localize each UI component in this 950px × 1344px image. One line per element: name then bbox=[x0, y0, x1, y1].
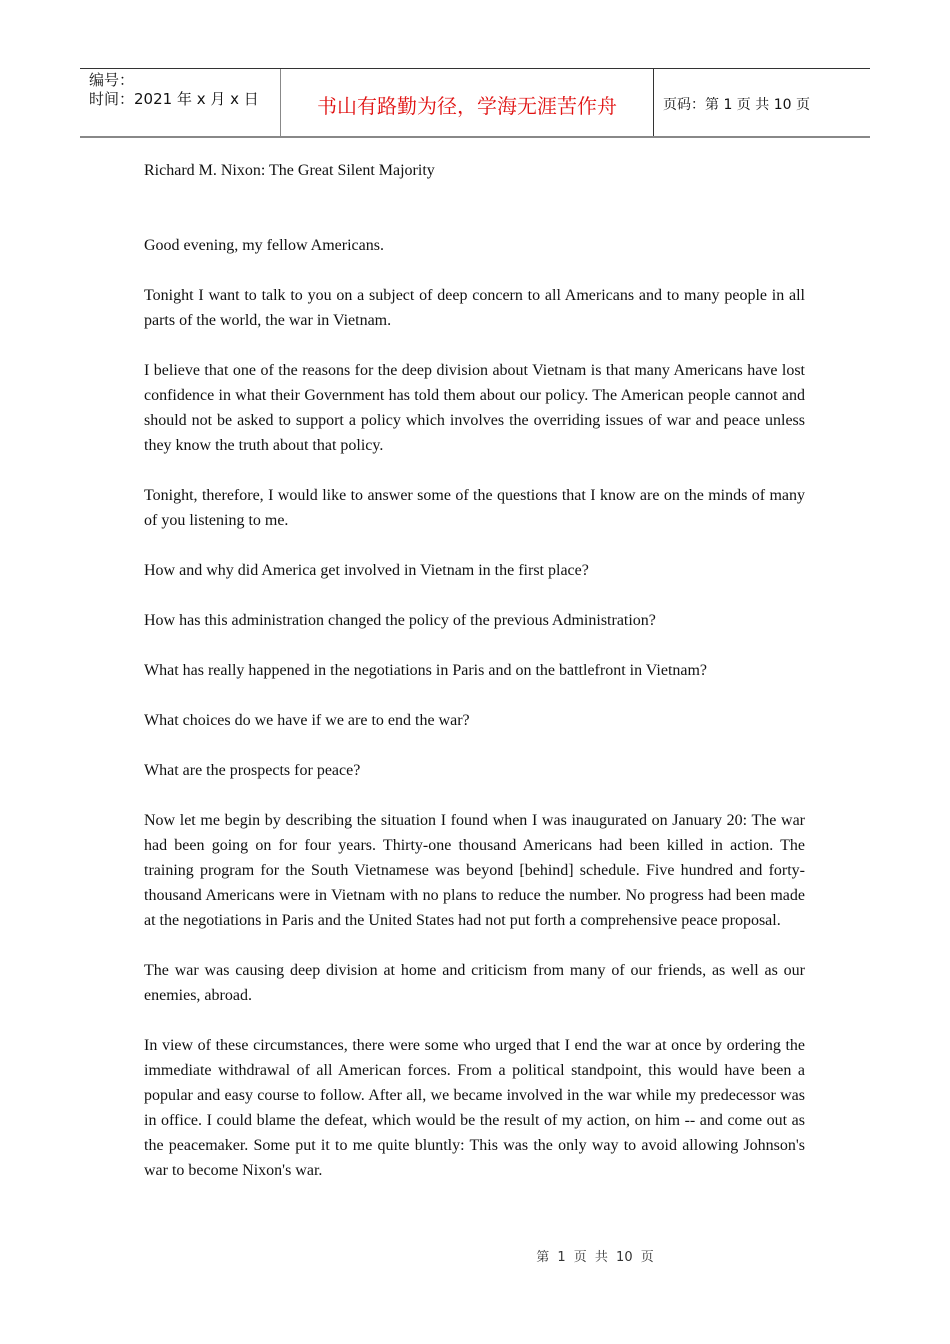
paragraph: In view of these circumstances, there were some who urged that I end the war at once by ordering the immediate withdrawal of all American forces. From a political standpoint, this would have been a popular and easy course to follow. After all, we became involved in the war while my predecessor was in office. I could blame the defeat, which would be the result of my action, on him -- and come out as the peacemaker. Some put it to me quite bluntly: This was the only way to avoid allowing Johnson's war to become Nixon's war. bbox=[144, 1037, 805, 1179]
paragraph: What choices do we have if we are to end the war? bbox=[144, 712, 470, 729]
paragraph: What has really happened in the negotiations in Paris and on the battlefront in Vietnam? bbox=[144, 662, 708, 679]
header-motto: 书山有路勤为径，学海无涯苦作舟 bbox=[281, 69, 654, 136]
document-header bbox=[80, 68, 870, 138]
paragraph: The war was causing deep division at home and criticism from many of our friends, as well as our enemies, abroad. bbox=[144, 962, 805, 1004]
number-label: 编号： bbox=[89, 71, 135, 89]
paragraph: How has this administration changed the policy of the previous Administration? bbox=[144, 612, 656, 629]
time-label: 时间：2021 年 x 月 x 日 bbox=[89, 90, 259, 108]
paragraph: Tonight I want to talk to you on a subject of deep concern to all Americans and to many people in all parts of the world, the war in Vietnam. bbox=[144, 287, 805, 329]
page-footer: 第 1 页 共 10 页 bbox=[536, 1250, 654, 1265]
paragraph: How and why did America get involved in Vietnam in the first place? bbox=[144, 562, 589, 579]
paragraph: Tonight, therefore, I would like to answer some of the questions that I know are on the minds of many of you listening to me. bbox=[144, 487, 805, 529]
paragraph: Good evening, my fellow Americans. bbox=[144, 237, 384, 254]
document-title: Richard M. Nixon: The Great Silent Majority bbox=[144, 162, 435, 179]
header-page-info: 页码：第 1 页 共 10 页 bbox=[663, 97, 810, 113]
paragraph: What are the prospects for peace? bbox=[144, 762, 361, 779]
header-meta bbox=[80, 69, 281, 136]
paragraph: I believe that one of the reasons for the deep division about Vietnam is that many Americans have lost confidence in what their Government has told them about our policy. The American people cannot and should not be asked to support a policy which involves the overriding issues of war and peace unless they know the truth about that policy. bbox=[144, 362, 805, 454]
paragraph: Now let me begin by describing the situation I found when I was inaugurated on January 20: The war had been going on for four years. Thirty-one thousand Americans had been killed in action. The training program for the South Vietnamese was beyond [behind] schedule. Five hundred and forty-thousand Americans were in Vietnam with no plans to reduce the number. No progress had been made at the negotiations in Paris and the United States had not put forth a comprehensive peace proposal. bbox=[144, 812, 805, 929]
document-body bbox=[144, 158, 805, 1208]
